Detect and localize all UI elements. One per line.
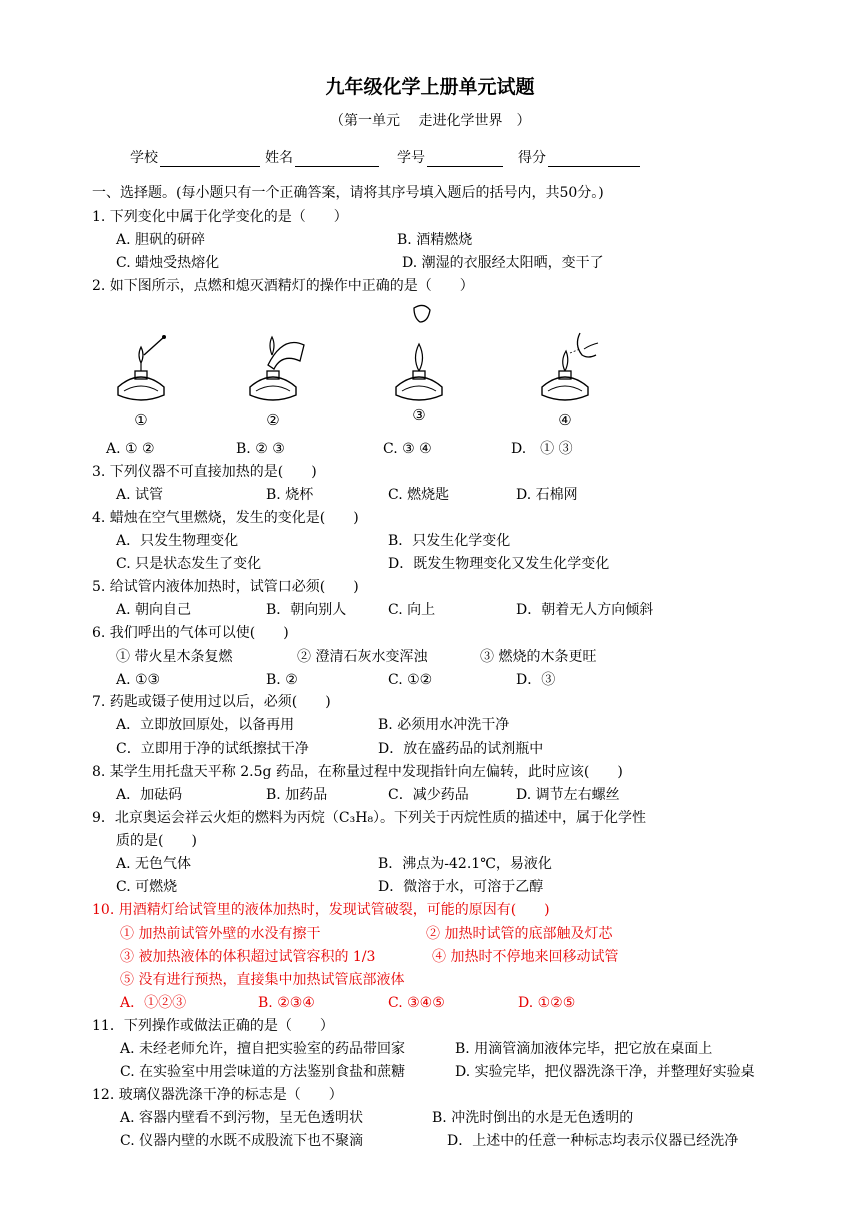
q11-option-a: A. 未经老师允许，擅自把实验室的药品带回家 [120, 1041, 406, 1057]
info-number [397, 147, 503, 167]
q1-option-c: C. 蜡烛受热熔化 [116, 255, 220, 271]
page-title: 九年级化学上册单元试题 [325, 76, 535, 98]
q5-option-c: C. 向上 [388, 602, 436, 618]
q2-option-b: B. ② ③ [236, 441, 285, 457]
q3-option-d: D. 石棉网 [516, 487, 578, 503]
figure-label: ④ [558, 411, 572, 429]
q1-option-b: B. 酒精燃烧 [397, 232, 473, 248]
q6-option-c: C. ①② [388, 672, 433, 688]
q8-option-d: D. 调节左右螺丝 [516, 787, 620, 803]
q6-stem: 6. 我们呼出的气体可以使( ) [92, 625, 289, 641]
info-score [518, 147, 640, 167]
q9-option-b: B．沸点为-42.1℃，易液化 [378, 856, 552, 872]
q10-option-a: A．①②③ [120, 995, 187, 1011]
figure-3 [384, 300, 454, 430]
q10-option-b: B. ②③④ [258, 995, 315, 1011]
q9-option-d: D．微溶于水，可溶于乙醇 [378, 879, 544, 895]
q10-option-c: C. ③④⑤ [388, 995, 445, 1011]
q7-stem: 7. 药匙或镊子使用过以后，必须( ) [92, 694, 331, 710]
q12-stem: 12. 玻璃仪器洗涤干净的标志是（ ） [92, 1087, 343, 1103]
lamp-blown-out-icon [530, 325, 600, 430]
figure-label: ① [134, 411, 148, 429]
q8-stem: 8. 某学生用托盘天平称 2.5g 药品，在称量过程中发现指针向左偏转，此时应该( ) [92, 764, 623, 780]
q12-option-b: B. 冲洗时倒出的水是无色透明的 [432, 1110, 634, 1126]
q11-option-c: C. 在实验室中用尝味道的方法鉴别食盐和蔗糖 [120, 1064, 406, 1080]
q7-option-a: A．立即放回原处，以备再用 [116, 717, 295, 733]
info-label-name: 姓名 [265, 150, 293, 166]
q7-option-b: B. 必须用水冲洗干净 [378, 717, 510, 733]
name-blank[interactable] [295, 150, 379, 167]
q12-option-d: D．上述中的任意一种标志均表示仪器已经洗净 [447, 1133, 739, 1149]
q6-option-b: B. ② [266, 672, 298, 688]
q2-option-d: D. ① ③ [511, 441, 573, 457]
q3-option-b: B. 烧杯 [266, 487, 314, 503]
lamp-lit-by-match-icon [106, 325, 176, 430]
q5-stem: 5. 给试管内液体加热时，试管口必须( ) [92, 579, 359, 595]
q12-option-c: C. 仪器内壁的水既不成股流下也不聚滴 [120, 1133, 364, 1149]
q2-option-c: C. ③ ④ [383, 441, 432, 457]
q11-option-d: D. 实验完毕，把仪器洗涤干净，并整理好实验桌 [455, 1064, 755, 1080]
info-school [130, 147, 260, 167]
figure-4 [530, 325, 600, 430]
q10-choice-3: ③ 被加热液体的体积超过试管容积的 1/3 [120, 949, 376, 965]
figure-1 [106, 325, 176, 430]
q5-option-b: B．朝向别人 [266, 602, 347, 618]
q9-option-a: A. 无色气体 [116, 856, 192, 872]
q3-option-c: C. 燃烧匙 [388, 487, 450, 503]
section-heading: 一、选择题。(每小题只有一个正确答案，请将其序号填入题后的括号内，共50分。) [92, 185, 604, 201]
info-label-score: 得分 [518, 150, 546, 166]
q11-stem: 11．下列操作或做法正确的是（ ） [92, 1018, 334, 1034]
q7-option-d: D．放在盛药品的试剂瓶中 [378, 741, 544, 757]
q8-option-c: C．减少药品 [388, 787, 469, 803]
q10-choice-4: ④ 加热时不停地来回移动试管 [432, 949, 619, 965]
q6-choice-3: ③ 燃烧的木条更旺 [480, 649, 597, 665]
q8-option-a: A．加砝码 [116, 787, 183, 803]
page-subtitle: （第一单元 走进化学世界 ） [330, 113, 531, 129]
q1-option-a: A. 胆矾的研碎 [116, 232, 206, 248]
q5-option-d: D．朝着无人方向倾斜 [516, 602, 654, 618]
q9-option-c: C. 可燃烧 [116, 879, 178, 895]
lamp-with-cap-icon [384, 300, 454, 430]
school-blank[interactable] [160, 150, 260, 167]
q4-option-a: A．只发生物理变化 [116, 533, 239, 549]
q3-option-a: A. 试管 [116, 487, 164, 503]
q2-stem: 2. 如下图所示，点燃和熄灭酒精灯的操作中正确的是（ ） [92, 278, 474, 294]
q10-option-d: D. ①②⑤ [518, 995, 576, 1011]
q5-option-a: A. 朝向自己 [116, 602, 192, 618]
q12-option-a: A. 容器内壁看不到污物，呈无色透明状 [120, 1110, 364, 1126]
q6-choice-1: ① 带火星木条复燃 [116, 649, 233, 665]
q3-stem: 3. 下列仪器不可直接加热的是( ) [92, 464, 317, 480]
q6-choice-2: ② 澄清石灰水变浑浊 [297, 649, 428, 665]
figure-label: ③ [412, 406, 426, 424]
info-label-number: 学号 [397, 150, 425, 166]
lamp-lit-by-lamp-icon [238, 325, 308, 430]
q6-option-a: A. ①③ [116, 672, 161, 688]
figure-2 [238, 325, 308, 430]
q9-stem-line2: 质的是( ) [116, 833, 197, 849]
q8-option-b: B. 加药品 [266, 787, 328, 803]
info-name [265, 147, 379, 167]
q1-stem: 1. 下列变化中属于化学变化的是（ ） [92, 209, 348, 225]
number-blank[interactable] [427, 150, 503, 167]
figure-label: ② [266, 411, 280, 429]
q7-option-c: C．立即用于净的试纸擦拭干净 [116, 741, 309, 757]
q10-stem: 10. 用酒精灯给试管里的液体加热时，发现试管破裂，可能的原因有( ) [92, 902, 550, 918]
q9-stem-line1: 9．北京奥运会祥云火炬的燃料为丙烷（C₃H₈）。下列关于丙烷性质的描述中，属于化学性 [92, 810, 647, 826]
q10-choice-5: ⑤ 没有进行预热，直接集中加热试管底部液体 [120, 972, 405, 988]
q4-option-c: C. 只是状态发生了变化 [116, 556, 262, 572]
q2-option-a: A. ① ② [106, 441, 155, 457]
score-blank[interactable] [548, 150, 640, 167]
q4-stem: 4. 蜡烛在空气里燃烧，发生的变化是( ) [92, 510, 359, 526]
q10-choice-2: ② 加热时试管的底部触及灯芯 [426, 926, 613, 942]
q4-option-b: B．只发生化学变化 [388, 533, 511, 549]
info-label-school: 学校 [130, 150, 158, 166]
q10-choice-1: ① 加热前试管外壁的水没有擦干 [120, 926, 321, 942]
q6-option-d: D．③ [516, 672, 556, 688]
q1-option-d: D. 潮湿的衣服经太阳晒，变干了 [402, 255, 604, 271]
q4-option-d: D．既发生物理变化又发生化学变化 [388, 556, 610, 572]
q11-option-b: B. 用滴管滴加液体完毕，把它放在桌面上 [455, 1041, 713, 1057]
